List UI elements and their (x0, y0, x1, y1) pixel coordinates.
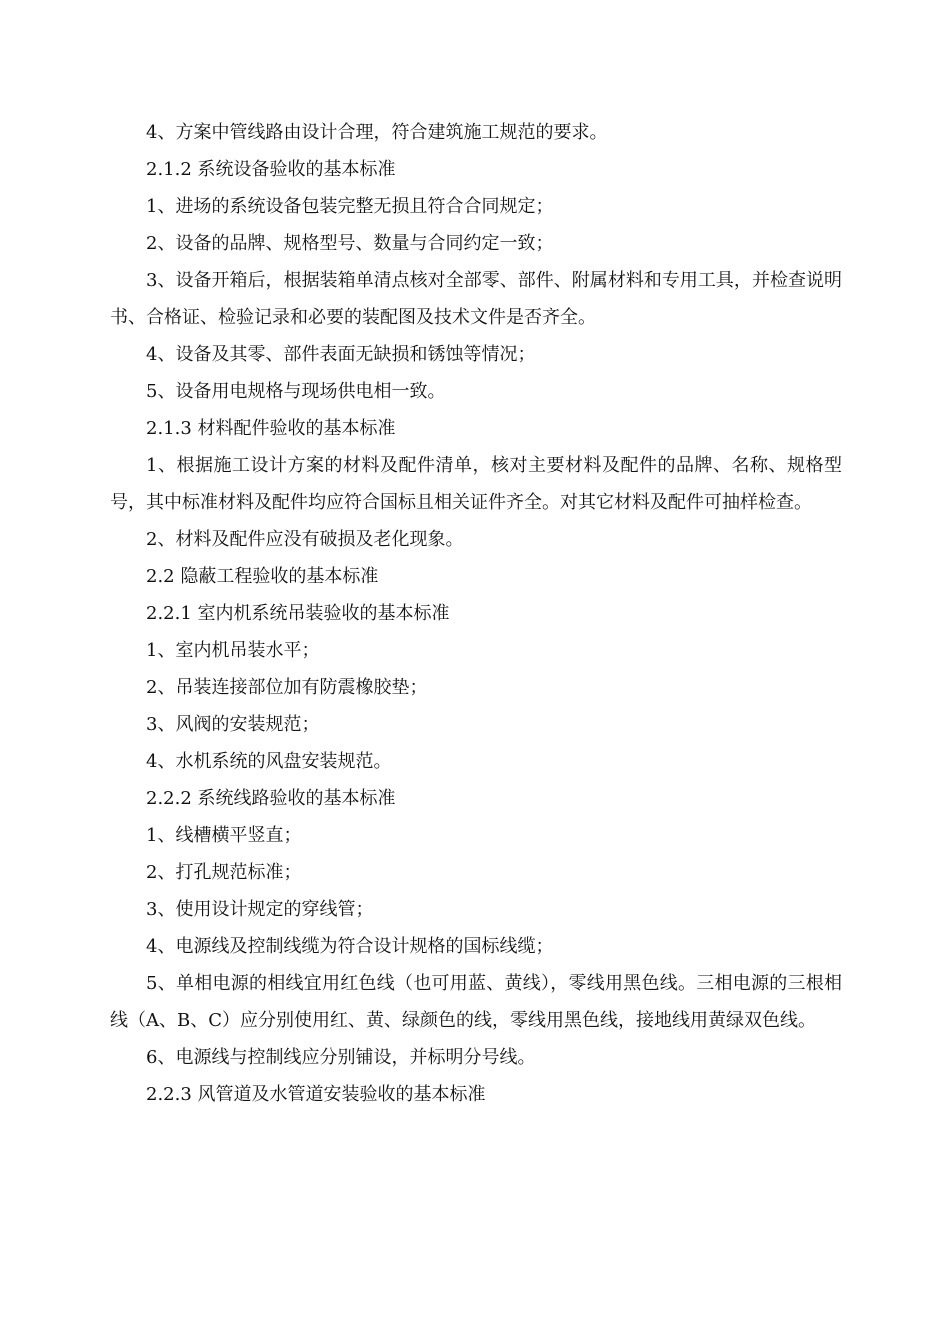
section-heading: 2.2.3 风管道及水管道安装验收的基本标准 (146, 1084, 486, 1105)
list-item: 1、线槽横平竖直； (146, 825, 302, 846)
section-heading: 2.2.2 系统线路验收的基本标准 (146, 788, 396, 809)
document-body (110, 114, 842, 1113)
list-item: 6、电源线与控制线应分别铺设，并标明分号线。 (146, 1047, 536, 1068)
list-item: 2、设备的品牌、规格型号、数量与合同约定一致； (146, 233, 554, 254)
section-heading: 2.2 隐蔽工程验收的基本标准 (146, 566, 379, 587)
section-heading: 2.1.3 材料配件验收的基本标准 (146, 418, 396, 439)
list-item: 4、电源线及控制线缆为符合设计规格的国标线缆； (146, 936, 554, 957)
list-item: 4、水机系统的风盘安装规范。 (146, 751, 392, 772)
section-heading: 2.2.1 室内机系统吊装验收的基本标准 (146, 603, 450, 624)
list-item: 5、设备用电规格与现场供电相一致。 (146, 381, 446, 402)
section-heading: 2.1.2 系统设备验收的基本标准 (146, 159, 396, 180)
list-item: 2、吊装连接部位加有防震橡胶垫； (146, 677, 428, 698)
list-item: 1、根据施工设计方案的材料及配件清单，核对主要材料及配件的品牌、名称、规格型号，其中标准材料及配件均应符合国标且相关证件齐全。对其它材料及配件可抽样检查。 (110, 455, 842, 513)
list-item: 4、方案中管线路由设计合理，符合建筑施工规范的要求。 (146, 122, 608, 143)
list-item: 2、材料及配件应没有破损及老化现象。 (146, 529, 464, 550)
list-item: 1、进场的系统设备包装完整无损且符合合同规定； (146, 196, 554, 217)
list-item: 3、设备开箱后，根据装箱单清点核对全部零、部件、附属材料和专用工具，并检查说明书、合格证、检验记录和必要的装配图及技术文件是否齐全。 (110, 270, 842, 328)
list-item: 5、单相电源的相线宜用红色线（也可用蓝、黄线），零线用黑色线。三相电源的三根相线（A、B、C）应分别使用红、黄、绿颜色的线，零线用黑色线，接地线用黄绿双色线。 (110, 973, 842, 1031)
list-item: 2、打孔规范标准； (146, 862, 302, 883)
list-item: 3、使用设计规定的穿线管； (146, 899, 374, 920)
list-item: 4、设备及其零、部件表面无缺损和锈蚀等情况； (146, 344, 536, 365)
list-item: 1、室内机吊装水平； (146, 640, 320, 661)
list-item: 3、风阀的安装规范； (146, 714, 320, 735)
